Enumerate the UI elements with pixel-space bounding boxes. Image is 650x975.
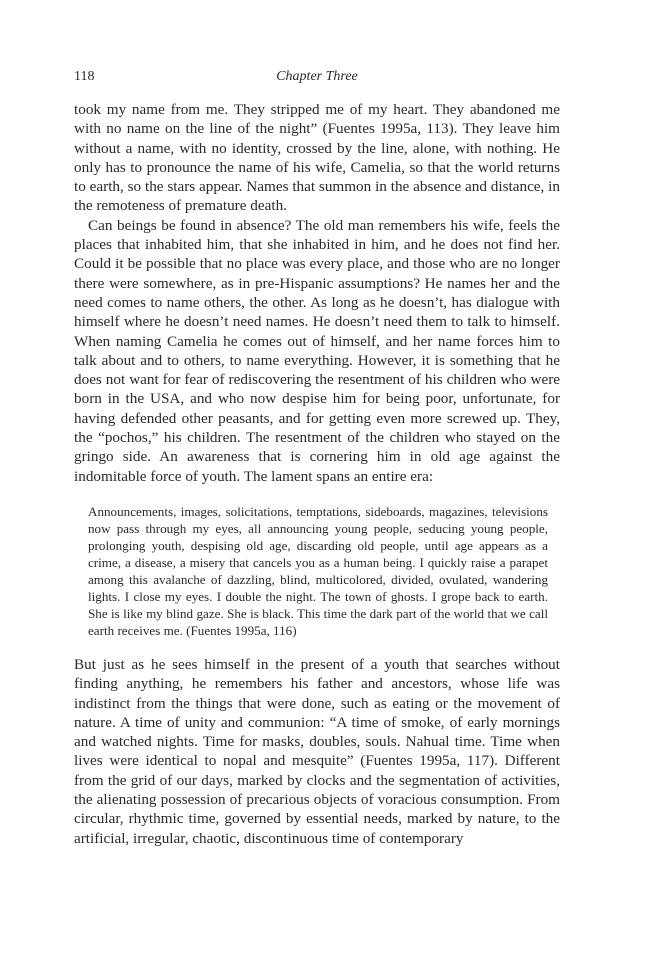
paragraph-continuation: took my name from me. They stripped me of my heart. They abandoned me with no name on the line of the night” (Fuentes 1995a, 113). They leave him without a name, with no identity, crossed by the line, alone, with nothing. He only has to pronounce the name of his wife, Camelia, so that the world returns to earth, so the stars appear. Names that summon in the absence and distance, in the remoteness of premature death. [74, 101, 560, 215]
paragraph: Can beings be found in absence? The old man remembers his wife, feels the places that inhabited him, that she inhabited in him, and he does not find her. Could it be possible that no place was every place, and those who are no longer there were somewhere, as in pre-Hispanic assumptions? He names her and the need comes to name others, the other. As long as he doesn’t, has dialogue with himself where he doesn’t need names. He doesn’t need them to talk to himself. When naming Camelia he comes out of himself, and her name forces him to talk about and to others, to name everything. However, it is something that he does not want for fear of rediscovering the resentment of his children who were born in the USA, and who now despise him for being poor, unfortunate, for having defended other peasants, and for getting even more screwed up. They, the “pochos,” his children. The resentment of the children who stayed on the gringo side. An awareness that is cornering him in old age against the indomitable force of youth. The lament spans an entire era: [74, 216, 560, 485]
paragraph-after-quote: But just as he sees himself in the present of a youth that searches without finding anything, he remembers his father and ancestors, whose life was indistinct from the things that were done, such as eating or the movement of nature. A time of unity and communion: “A time of smoke, of early mornings and watched nights. Time for masks, doubles, souls. Nahual time. Time when lives were identical to nopal and mesquite” (Fuentes 1995a, 117). Different from the grid of our days, marked by clocks and the segmentation of activities, the alienating possession of precarious objects of voracious consumption. From circular, rhythmic time, governed by essential needs, marked by nature, to the artificial, irregular, chaotic, discontinuous time of contemporary [74, 655, 560, 847]
running-head: Chapter Three [276, 69, 358, 84]
block-quote: Announcements, images, solicitations, temptations, sideboards, magazines, televisions now pass through my eyes, all announcing young people, seducing young people, prolonging youth, despising old age, discarding old people, until age appears as a crime, a disease, a misery that cancels you as a human being. I quickly raise a parapet among this avalanche of dazzling, blind, multicolored, divided, ovulated, wandering lights. I close my eyes. I double the night. The town of ghosts. I grope back to earth. She is like my blind gaze. She is black. This time the dark part of the world that we call earth receives me. (Fuentes 1995a, 116) [88, 503, 548, 638]
page-number: 118 [74, 69, 95, 84]
page-header [74, 69, 560, 87]
body-text [74, 100, 560, 848]
